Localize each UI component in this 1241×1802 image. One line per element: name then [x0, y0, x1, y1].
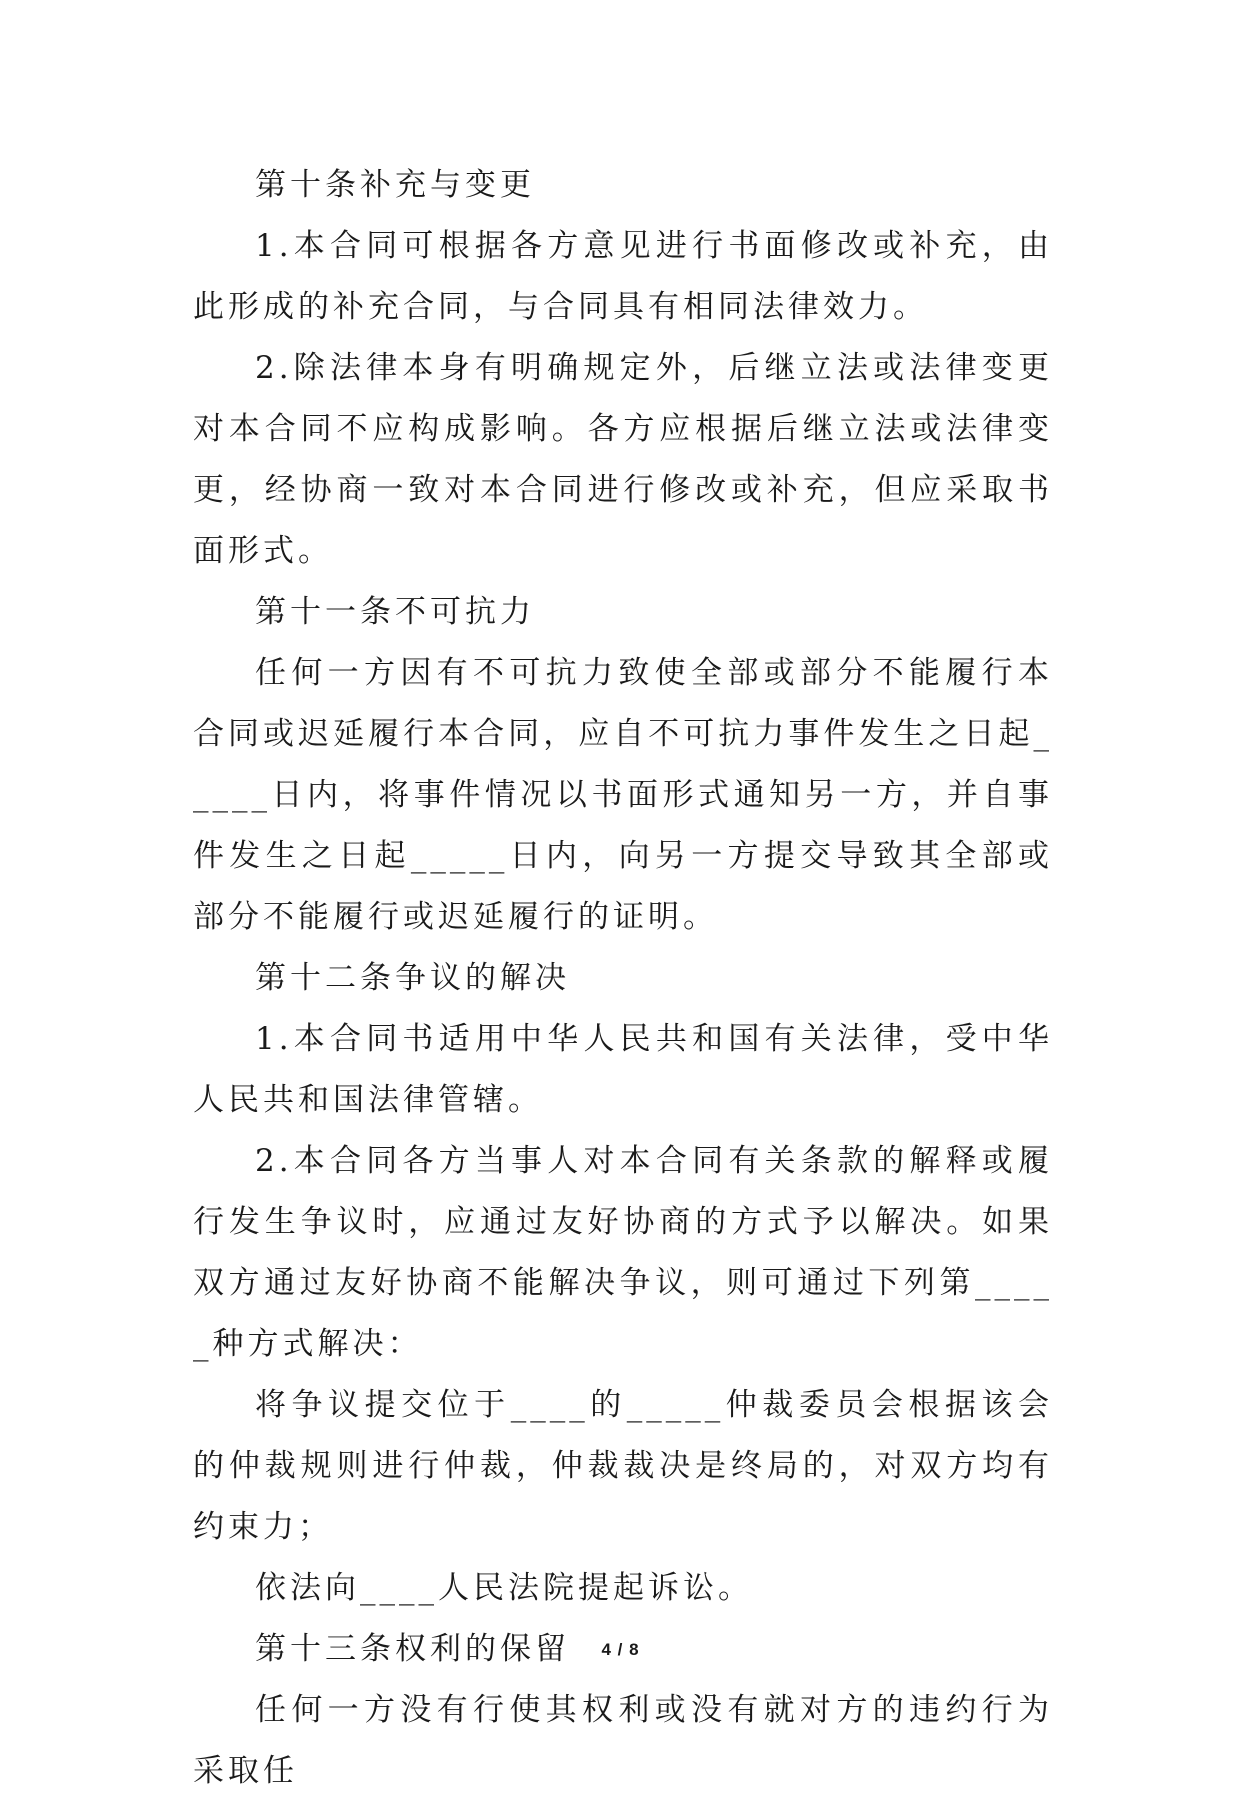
- section-heading-article-11: 第十一条不可抗力: [255, 594, 535, 630]
- page-number: 4 / 8: [601, 1640, 640, 1659]
- paragraph-article-12-option-arbitration: 将争议提交位于____的_____仲裁委员会根据该会的仲裁规则进行仲裁，仲裁裁决是终局的，对双方均有约束力；: [193, 1387, 1053, 1545]
- paragraph-article-11-body: 任何一方因有不可抗力致使全部或部分不能履行本合同或迟延履行本合同，应自不可抗力事件发生之日起_____日内，将事件情况以书面形式通知另一方，并自事件发生之日起_____日内，向另一方提交导致其全部或部分不能履行或迟延履行的证明。: [193, 655, 1053, 935]
- paragraph-article-13-body: 任何一方没有行使其权利或没有就对方的违约行为采取任: [193, 1692, 1053, 1789]
- section-heading-article-13: 第十三条权利的保留: [255, 1631, 570, 1667]
- paragraph-article-12-clause-1: 1.本合同书适用中华人民共和国有关法律，受中华人民共和国法律管辖。: [193, 1021, 1053, 1118]
- section-heading-article-12: 第十二条争议的解决: [255, 960, 570, 996]
- paragraph-article-12-clause-2: 2.本合同各方当事人对本合同有关条款的解释或履行发生争议时，应通过友好协商的方式予以解决。如果双方通过友好协商不能解决争议，则可通过下列第_____种方式解决：: [193, 1143, 1053, 1362]
- document-body: [193, 155, 1053, 1802]
- paragraph-article-12-option-litigation: 依法向____人民法院提起诉讼。: [255, 1570, 753, 1606]
- section-heading-article-10: 第十条补充与变更: [255, 167, 535, 203]
- paragraph-article-10-clause-1: 1.本合同可根据各方意见进行书面修改或补充，由此形成的补充合同，与合同具有相同法律效力。: [193, 228, 1053, 325]
- paragraph-article-10-clause-2: 2.除法律本身有明确规定外，后继立法或法律变更对本合同不应构成影响。各方应根据后继立法或法律变更，经协商一致对本合同进行修改或补充，但应采取书面形式。: [193, 350, 1053, 569]
